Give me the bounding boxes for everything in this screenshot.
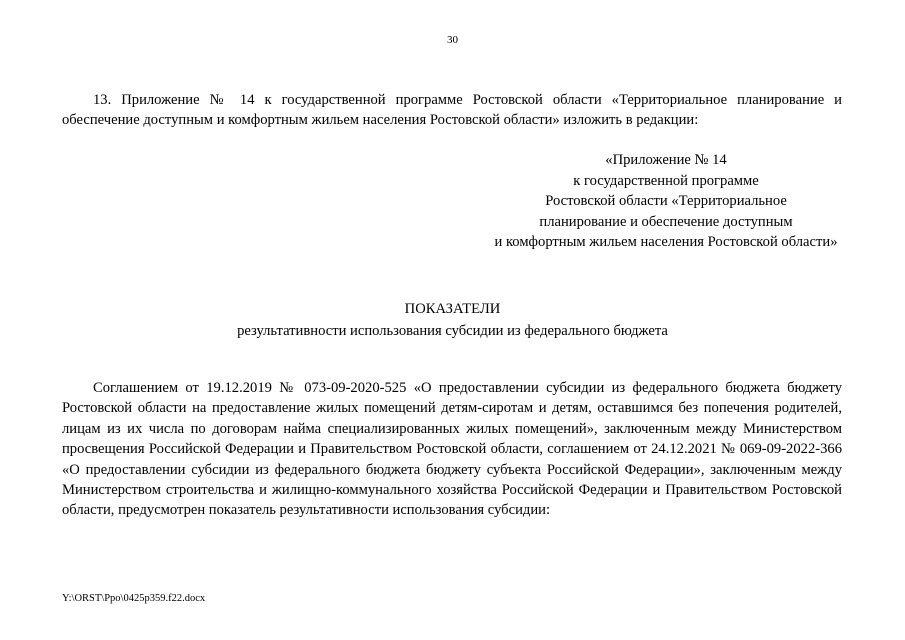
body-paragraph: Соглашением от 19.12.2019 № 073-09-2020-525 «О предоставлении субсидии из федерального бюджета бюджету Ростовской области на предоставление жилых помещений детям-сиротам и детям, оставшимся без попечения родителей, лицам из их числа по договорам найма специализированных жилых помещений», заключенным между Министерством просвещения Российской Федерации и Правительством Ростовской области, соглашением от 24.12.2021 № 069-09-2022-366 «О предоставлении субсидии из федерального бюджета бюджету субъекта Российской Федерации», заключенным между Министерством строительства и жилищно-коммунального хозяйства Российской Федерации и Правительством Ростовской области, предусмотрен показатель результативности использования субсидии: — [62, 380, 842, 519]
section-subtitle: результативности использования субсидии из федерального бюджета — [237, 323, 668, 339]
page-number: 30 — [447, 34, 458, 46]
appendix-line: к государственной программе — [573, 172, 759, 189]
title-block — [0, 298, 905, 342]
appendix-heading — [476, 150, 856, 253]
appendix-line: планирование и обеспечение доступным — [539, 213, 793, 230]
paragraph-13: 13. Приложение № 14 к государственной программе Ростовской области «Территориальное планирование и обеспечение доступным и комфортным жильем населения Ростовской области» изложить в редакции: — [62, 92, 842, 129]
footer-file-path: Y:\ORST\Ppo\0425p359.f22.docx — [62, 593, 206, 604]
section-title: ПОКАЗАТЕЛИ — [404, 301, 501, 317]
appendix-line: «Приложение № 14 — [605, 152, 727, 168]
appendix-line: и комфортным жильем населения Ростовской области» — [494, 234, 838, 251]
appendix-line: Ростовской области «Территориальное — [545, 193, 787, 210]
